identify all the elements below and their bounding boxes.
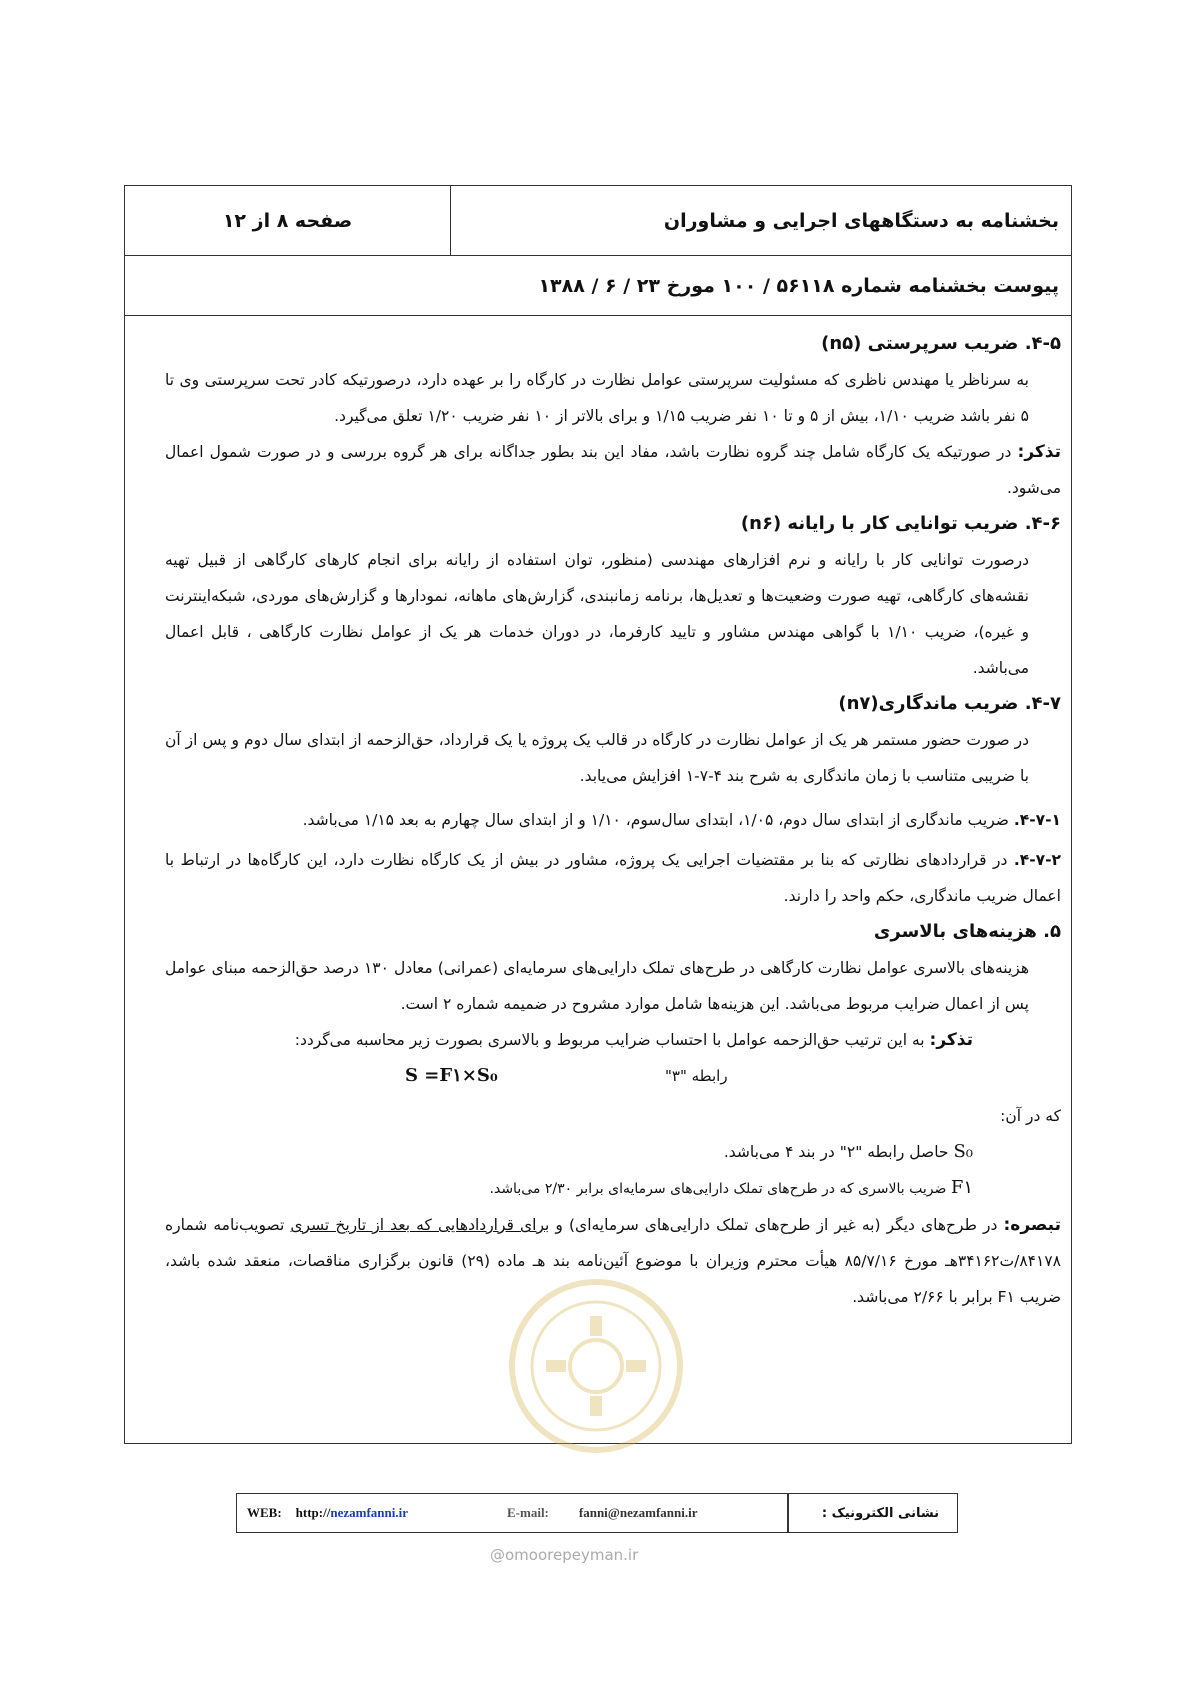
remark-label: تبصره: xyxy=(1003,1215,1061,1235)
formula: S =F۱×S₀ xyxy=(405,1065,498,1086)
heading-4-5: ۴-۵. ضریب سرپرستی (n۵) xyxy=(821,333,1061,354)
remark-text: در طرح‌های دیگر (به غیر از طرح‌های تملک دارایی‌های سرمایه‌ای) و xyxy=(549,1216,998,1234)
note-label: تذکر: xyxy=(1017,442,1061,462)
formula-row xyxy=(165,1058,1061,1098)
header-row xyxy=(125,186,1071,256)
email-label: E-mail: xyxy=(507,1505,549,1520)
email-link[interactable]: fanni@nezamfanni.ir xyxy=(578,1505,698,1520)
formula-label: رابطه "۳" xyxy=(665,1067,728,1085)
subsection-text: ضریب ماندگاری از ابتدای سال دوم، ۱/۰۵، ابتدای سال‌سوم، ۱/۱۰ و از ابتدای سال چهارم به بعد ۱/۱۵ می‌باشد. xyxy=(302,811,1009,829)
definition-text: ضریب بالاسری که در طرح‌های تملک دارایی‌های سرمایه‌ای برابر ۲/۳۰ می‌باشد. xyxy=(489,1181,947,1197)
web-label: WEB: xyxy=(247,1505,282,1520)
document-title: بخشنامه به دستگاههای اجرایی و مشاوران xyxy=(663,209,1059,232)
paragraph-5: هزینه‌های بالاسری عوامل نظارت کارگاهی در طرح‌های تملک دارایی‌های سرمایه‌ای (عمرانی) معادل ۱۳۰ درصد حق‌الزحمه مبنای عوامل پس از اعمال ضرایب مربوط می‌باشد. این هزینه‌ها شامل موارد مشروح در ضمیمه شماره ۲ است. xyxy=(165,959,1030,1013)
footer-email xyxy=(507,1494,698,1532)
note-5 xyxy=(165,1022,973,1058)
page-number: صفحه ۸ از ۱۲ xyxy=(125,186,451,255)
subsection-4-7-2 xyxy=(165,842,1061,914)
address-label: نشانی الکترونیک : xyxy=(821,1505,939,1521)
subsection-text: در قراردادهای نظارتی که بنا بر مقتضیات اجرایی یک پروژه، مشاور در بیش از یک کارگاه نظارت دارد، این کارگاه‌ها در ارتباط با اعمال ضریب ماندگاری، حکم واحد را دارند. xyxy=(165,851,1061,905)
web-link[interactable]: nezamfanni.ir xyxy=(330,1505,408,1520)
note-text: به این ترتیب حق‌الزحمه عوامل با احتساب ضرایب مربوط و بالاسری بصورت زیر محاسبه می‌گردد: xyxy=(294,1031,925,1049)
where-label: که در آن: xyxy=(1000,1107,1061,1125)
document-body xyxy=(165,326,1061,1315)
attachment-reference: پیوست بخشنامه شماره ۵۶۱۱۸ / ۱۰۰ مورخ ۲۳ / ۶ / ۱۳۸۸ xyxy=(125,256,1071,316)
remark-text-continued: تصویب‌نامه شماره ۸۴۱۷۸/ت۳۴۱۶۲هـ مورخ ۸۵/۷/۱۶ هیأت محترم وزیران با موضوع آئین‌نامه بند هـ ماده (۲۹) قانون برگزاری مناقصات، منعقد شده باشد، ضریب F۱ برابر با ۲/۶۶ می‌باشد. xyxy=(165,1216,1061,1306)
watermark-seal-icon xyxy=(506,1276,686,1456)
footer-contact xyxy=(236,1493,958,1533)
heading-4-7: ۴-۷. ضریب ماندگاری(n۷) xyxy=(838,693,1061,714)
definition-f1 xyxy=(165,1170,973,1207)
note-text: در صورتیکه یک کارگاه شامل چند گروه نظارت باشد، مفاد این بند بطور جداگانه برای هر گروه بررسی و در صورت شمول اعمال می‌شود. xyxy=(165,443,1061,497)
footer-web xyxy=(247,1494,408,1532)
paragraph-4-6: درصورت توانایی کار با رایانه و نرم افزارهای مهندسی (منظور، توان استفاده از رایانه برای انجام کارهای کارگاهی از قبیل تهیه نقشه‌های کارگاهی، تهیه صورت وضعیت‌ها و تعدیل‌ها، برنامه زمانبندی، گزارش‌های ماهانه، نمودارها و گزارش‌های موردی، شبکه‌اینترنت و غیره)، ضریب ۱/۱۰ با گواهی مهندس مشاور و تایید کارفرما، در دوران خدمات هر یک از عوامل نظارت کارگاهی ، قابل اعمال می‌باشد. xyxy=(165,551,1029,677)
page-frame xyxy=(124,185,1072,1444)
paragraph-4-5: به سرناظر یا مهندس ناظری که مسئولیت سرپرستی عوامل نظارت در کارگاه را بر عهده دارد، درصورتیکه کادر تحت سرپرستی وی تا ۵ نفر باشد ضریب ۱/۱۰، بیش از ۵ و تا ۱۰ نفر ضریب ۱/۱۵ و برای بالاتر از ۱۰ نفر ضریب ۱/۲۰ تعلق می‌گیرد. xyxy=(165,371,1029,425)
footer-divider xyxy=(787,1494,789,1532)
symbol-f1: F۱ xyxy=(950,1177,973,1198)
definition-s0 xyxy=(165,1134,973,1170)
web-prefix: http:// xyxy=(295,1505,331,1520)
remark-underlined-text: برای قراردادهایی که بعد از تاریخ تسری xyxy=(290,1216,550,1234)
subsection-number: ۴-۷-۱. xyxy=(1013,811,1061,829)
note-label: تذکر: xyxy=(929,1030,973,1050)
site-credit: @omoorepeyman.ir xyxy=(490,1546,639,1564)
heading-5: ۵. هزینه‌های بالاسری xyxy=(873,921,1061,942)
symbol-s0: S₀ xyxy=(953,1141,973,1162)
heading-4-6: ۴-۶. ضریب توانایی کار با رایانه (n۶) xyxy=(740,513,1061,534)
note-4-5 xyxy=(165,434,1061,506)
subsection-number: ۴-۷-۲. xyxy=(1013,851,1061,869)
subsection-4-7-1 xyxy=(165,802,1061,838)
paragraph-4-7: در صورت حضور مستمر هر یک از عوامل نظارت در کارگاه در قالب یک پروژه یا یک قرارداد، حق‌الزحمه از ابتدای سال دوم و پس از آن با ضریبی متناسب با زمان ماندگاری به شرح بند ۴-۷-۱ افزایش می‌یابد. xyxy=(165,731,1029,785)
definition-text: حاصل رابطه "۲" در بند ۴ می‌باشد. xyxy=(723,1143,949,1161)
